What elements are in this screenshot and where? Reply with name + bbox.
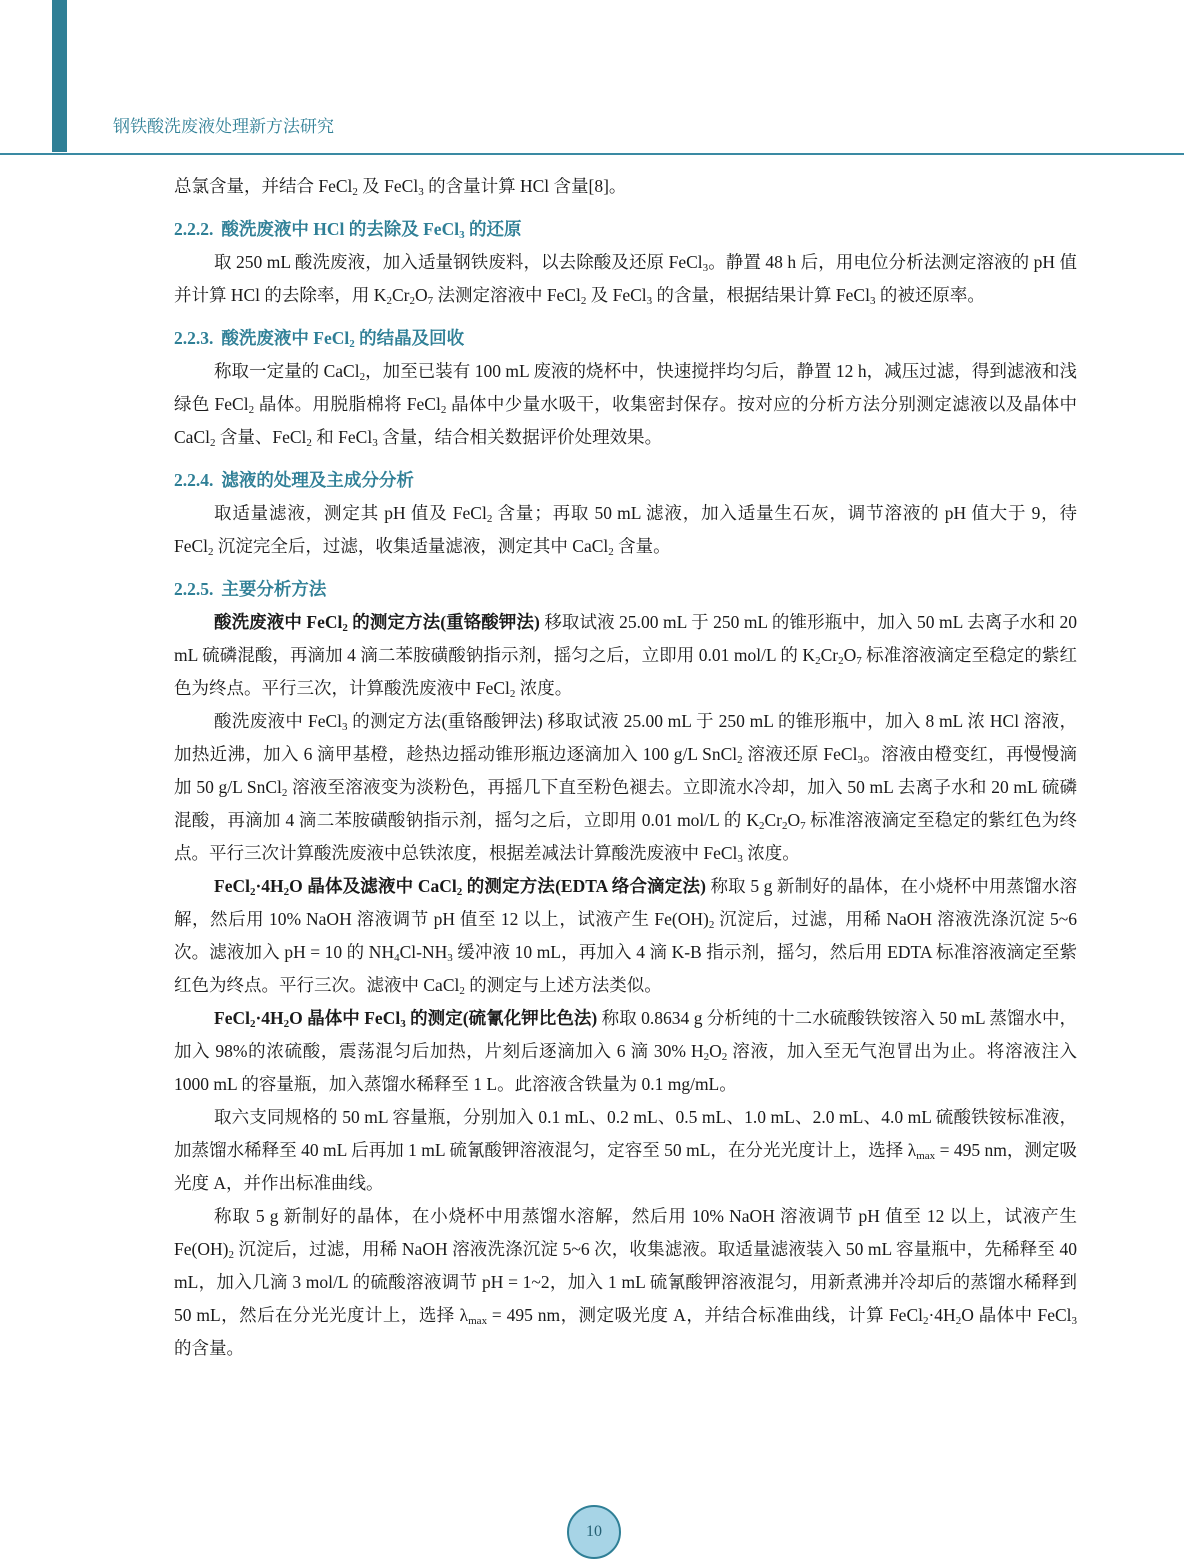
section-heading-2-2-4: 2.2.4. 滤液的处理及主成分分析 (174, 470, 414, 490)
method-title: $FeCl_2\cdot 4H_2O$ 晶体中 FeCl$_3$ 的测定(硫氰化钾比色法) (214, 1008, 598, 1030)
paragraph: 取适量滤液，测定其 pH 值及 FeCl$_2$ 含量；再取 50 mL 滤液，加入适量生石灰，调节溶液的 pH 值大于 9，待 FeCl$_2$ 沉淀完全后，过滤，收集适量滤液，测定其中 CaCl$_2$ 含量。 (174, 503, 1077, 558)
page-number: 10 (567, 1505, 621, 1559)
section-heading-2-2-3: 2.2.3. 酸洗废液中 FeCl$_2$ 的结晶及回收 (174, 328, 465, 350)
paragraph-continued: 总氯含量，并结合 FeCl$_2$ 及 FeCl$_3$ 的含量计算 HCl 含量[8]。 (174, 176, 627, 198)
paragraph: 称取一定量的 CaCl$_2$，加至已装有 100 mL 废液的烧杯中，快速搅拌均匀后，静置 12 h，减压过滤，得到滤液和浅绿色 FeCl$_2$ 晶体。用脱脂棉将 FeCl$_2$ 晶体中少量水吸干，收集密封保存。按对应的分析方法分别测定滤液以及晶体中 CaCl$_2$ 含量、FeCl$_2$ 和 FeCl$_3$ 含量，结合相关数据评价处理效果。 (174, 361, 1077, 449)
running-title: 钢铁酸洗废液处理新方法研究 (113, 117, 334, 137)
paragraph: 取六支同规格的 50 mL 容量瓶，分别加入 0.1 mL、0.2 mL、0.5 mL、1.0 mL、2.0 mL、4.0 mL 硫酸铁铵标准液，加蒸馏水稀释至 40 mL 后再加 1 mL 硫氰酸钾溶液混匀，定容至 50 mL，在分光光度计上，选择 $\lambda_{max} = 495$ nm，测定吸光度 A，并作出标准曲线。 (174, 1107, 1078, 1193)
method-title: 酸洗废液中 FeCl$_2$ 的测定方法(重铬酸钾法) (214, 612, 540, 634)
paragraph: $FeCl_2\cdot 4H_2O$ 晶体及滤液中 CaCl$_2$ 的测定方法(EDTA 络合滴定法) 称取 5 g 新制好的晶体，在小烧杯中用蒸馏水溶解，然后用 10% NaOH 溶液调节 pH 值至 12 以上，试液产生 $Fe(OH)_2$ 沉淀后，过滤，用稀 NaOH 溶液洗涤沉淀 5~6 次。滤液加入 pH = 10 的 $NH_4Cl-NH_3$ 缓冲液 10 mL，再加入 4 滴 K-B 指示剂，摇匀，然后用 EDTA 标准溶液滴定至紫红色为终点。平行三次。滤液中 CaCl$_2$ 的测定与上述方法类似。 (174, 876, 1078, 997)
page-body (174, 170, 1077, 1365)
header-rule (0, 153, 1184, 155)
paragraph: 酸洗废液中 FeCl$_3$ 的测定方法(重铬酸钾法) 移取试液 25.00 mL 于 250 mL 的锥形瓶中，加入 8 mL 浓 HCl 溶液，加热近沸，加入 6 滴甲基橙，趁热边摇动锥形瓶边逐滴加入 100 g/L SnCl$_2$ 溶液还原 FeCl$_3$。溶液由橙变红，再慢慢滴加 50 g/L SnCl$_2$ 溶液至溶液变为淡粉色，再摇几下直至粉色褪去。立即流水冷却，加入 50 mL 去离子水和 20 mL 硫磷混酸，再滴加 4 滴二苯胺磺酸钠指示剂，摇匀之后，立即用 0.01 mol/L 的 $K_2Cr_2O_7$ 标准溶液滴定至稳定的紫红色为终点。平行三次计算酸洗废液中总铁浓度，根据差减法计算酸洗废液中 FeCl$_3$ 浓度。 (174, 711, 1077, 865)
section-heading-2-2-2: 2.2.2. 酸洗废液中 HCl 的去除及 FeCl$_3$ 的还原 (174, 219, 522, 241)
header-accent-bar (52, 0, 67, 152)
paragraph: 称取 5 g 新制好的晶体，在小烧杯中用蒸馏水溶解，然后用 10% NaOH 溶液调节 pH 值至 12 以上，试液产生 $Fe(OH)_2$ 沉淀后，过滤，用稀 NaOH 溶液洗涤沉淀 5~6 次，收集滤液。取适量滤液装入 50 mL 容量瓶中，先稀释至 40 mL，加入几滴 3 mol/L 的硫酸溶液调节 pH = 1~2，加入 1 mL 硫氰酸钾溶液混匀，用新煮沸并冷却后的蒸馏水稀释到 50 mL，然后在分光光度计上，选择 $\lambda_{max} = 495$ nm，测定吸光度 A，并结合标准曲线，计算 $FeCl_2\cdot 4H_2O$ 晶体中 FeCl$_3$ 的含量。 (174, 1206, 1077, 1358)
paragraph: 取 250 mL 酸洗废液，加入适量钢铁废料，以去除酸及还原 FeCl$_3$。静置 48 h 后，用电位分析法测定溶液的 pH 值并计算 HCl 的去除率，用 $K_2Cr_2O_7$ 法测定溶液中 FeCl$_2$ 及 FeCl$_3$ 的含量，根据结果计算 FeCl$_3$ 的被还原率。 (174, 252, 1078, 307)
paragraph: 酸洗废液中 FeCl$_2$ 的测定方法(重铬酸钾法) 移取试液 25.00 mL 于 250 mL 的锥形瓶中，加入 50 mL 去离子水和 20 mL 硫磷混酸，再滴加 4 滴二苯胺磺酸钠指示剂，摇匀之后，立即用 0.01 mol/L 的 $K_2Cr_2O_7$ 标准溶液滴定至稳定的紫红色为终点。平行三次，计算酸洗废液中 FeCl$_2$ 浓度。 (174, 612, 1078, 700)
method-title: $FeCl_2\cdot 4H_2O$ 晶体及滤液中 CaCl$_2$ 的测定方法(EDTA 络合滴定法) (214, 876, 706, 898)
paragraph: $FeCl_2\cdot 4H_2O$ 晶体中 FeCl$_3$ 的测定(硫氰化钾比色法) 称取 0.8634 g 分析纯的十二水硫酸铁铵溶入 50 mL 蒸馏水中，加入 98%的浓硫酸，震荡混匀后加热，片刻后逐滴加入 6 滴 30% $H_2O_2$ 溶液，加入至无气泡冒出为止。将溶液注入 1000 mL 的容量瓶，加入蒸馏水稀释至 1 L。此溶液含铁量为 0.1 mg/mL。 (174, 1008, 1077, 1094)
section-heading-2-2-5: 2.2.5. 主要分析方法 (174, 579, 327, 599)
